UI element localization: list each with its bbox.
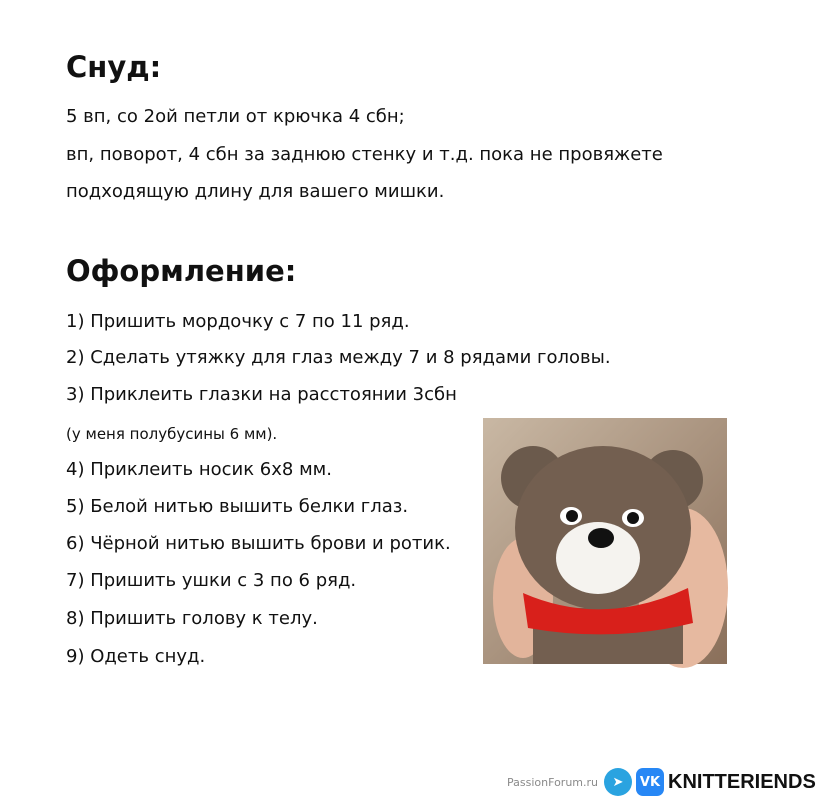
snood-line: 5 вп, со 2ой петли от крючка 4 сбн;	[66, 106, 405, 127]
step: 4) Приклеить носик 6х8 мм.	[66, 459, 332, 480]
snood-line: вп, поворот, 4 сбн за заднюю стенку и т.д. пока не провяжете	[66, 144, 663, 165]
brand-logo	[604, 768, 816, 796]
snood-line: подходящую длину для вашего мишки.	[66, 181, 445, 202]
step: 8) Пришить голову к телу.	[66, 608, 318, 629]
step: 5) Белой нитью вышить белки глаз.	[66, 496, 409, 517]
watermark: PassionForum.ru	[507, 776, 598, 789]
step: 6) Чёрной нитью вышить брови и ротик.	[66, 533, 451, 554]
step: 3) Приклеить глазки на расстоянии 3сбн	[66, 384, 457, 405]
assembly-heading: Оформление:	[66, 254, 297, 288]
step: 9) Одеть снуд.	[66, 646, 206, 667]
brand-name: KNITTERIENDS	[668, 770, 816, 793]
snood-heading: Снуд:	[66, 50, 162, 84]
vk-icon: VK	[636, 768, 664, 796]
step: 7) Пришить ушки с 3 по 6 ряд.	[66, 570, 357, 591]
step: 2) Сделать утяжку для глаз между 7 и 8 рядами головы.	[66, 347, 611, 368]
telegram-icon: ➤	[604, 768, 632, 796]
step-note: (у меня полубусины 6 мм).	[66, 425, 278, 443]
bear-photo	[483, 418, 727, 664]
step: 1) Пришить мордочку с 7 по 11 ряд.	[66, 311, 410, 332]
